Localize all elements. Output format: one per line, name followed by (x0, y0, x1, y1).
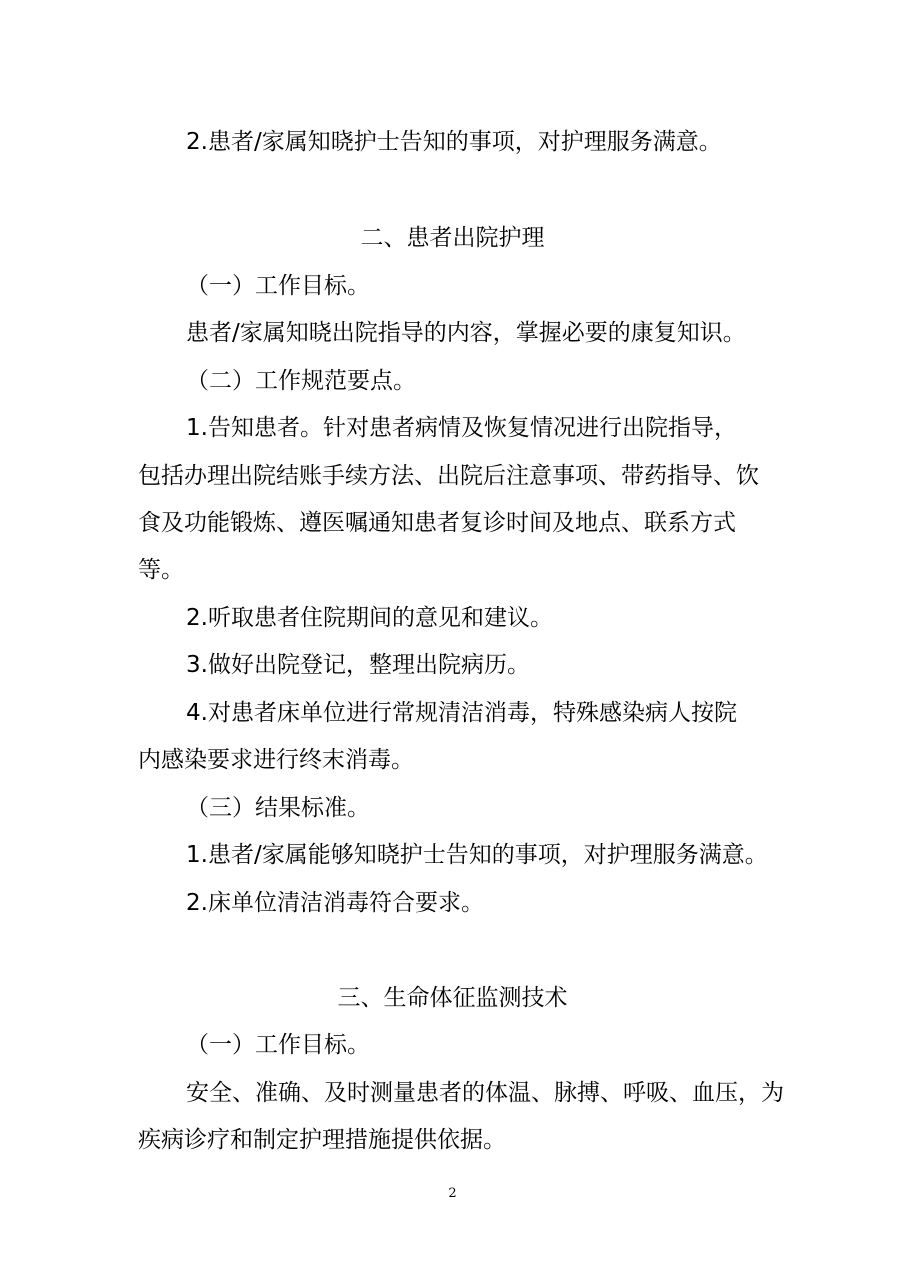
section-heading: 二、患者出院护理 (360, 225, 545, 251)
paragraph-line: 2.患者/家属知晓护士告知的事项，对护理服务满意。 (186, 129, 722, 155)
subsection-heading: （三）结果标准。 (186, 795, 370, 821)
paragraph-line: 3.做好出院登记，整理出院病历。 (186, 652, 530, 678)
page-number: 2 (448, 1186, 457, 1201)
subsection-heading: （一）工作目标。 (186, 273, 370, 299)
paragraph-line: 2.床单位清洁消毒符合要求。 (186, 890, 484, 916)
paragraph-line: 1.患者/家属能够知晓护士告知的事项，对护理服务满意。 (186, 842, 768, 868)
section-heading: 三、生命体征监测技术 (337, 985, 568, 1011)
subsection-heading: （二）工作规范要点。 (186, 368, 416, 394)
paragraph-line: 2.听取患者住院期间的意见和建议。 (186, 605, 553, 631)
paragraph-line: 患者/家属知晓出院指导的内容，掌握必要的康复知识。 (186, 320, 746, 346)
paragraph-line: 4.对患者床单位进行常规清洁消毒，特殊感染病人按院 (186, 700, 737, 726)
paragraph-line: 内感染要求进行终末消毒。 (138, 747, 414, 773)
paragraph-line: 安全、准确、及时测量患者的体温、脉搏、呼吸、血压，为 (186, 1080, 784, 1106)
paragraph-line: 疾病诊疗和制定护理措施提供依据。 (138, 1127, 506, 1153)
subsection-heading: （一）工作目标。 (186, 1032, 370, 1058)
paragraph-line: 1.告知患者。针对患者病情及恢复情况进行出院指导， (186, 415, 737, 441)
paragraph-line: 包括办理出院结账手续方法、出院后注意事项、带药指导、饮 (138, 463, 759, 489)
paragraph-line: 食及功能锻炼、遵医嘱通知患者复诊时间及地点、联系方式 (138, 510, 736, 536)
paragraph-line: 等。 (138, 557, 184, 583)
